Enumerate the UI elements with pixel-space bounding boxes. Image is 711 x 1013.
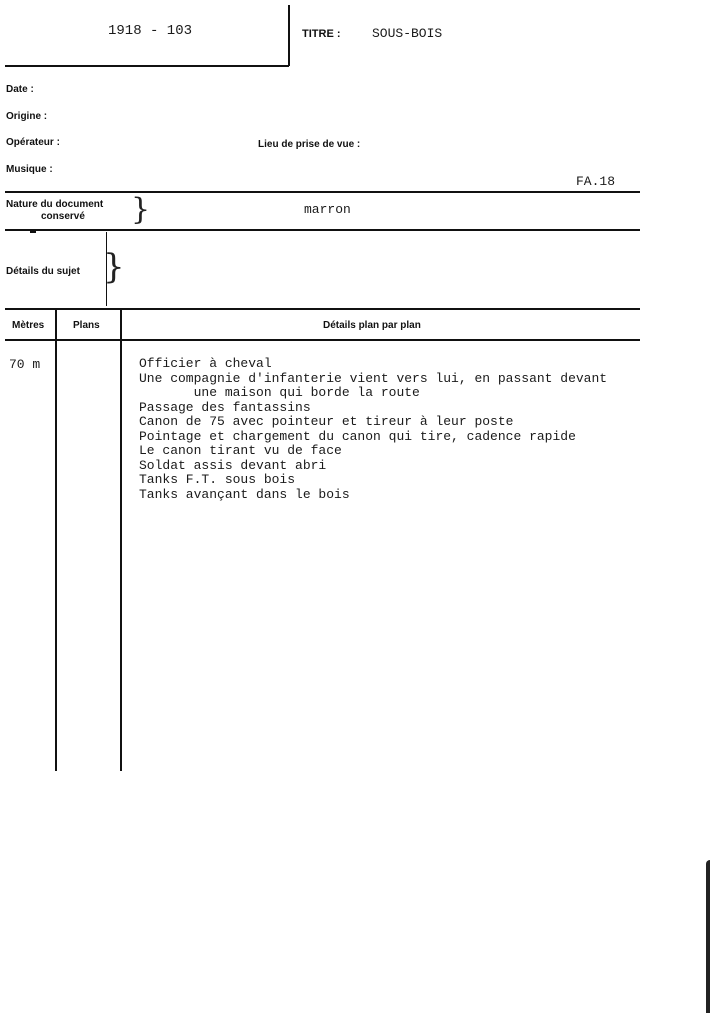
details-line: Soldat assis devant abri [139, 457, 327, 473]
plans-column-divider [120, 309, 122, 771]
origine-label: Origine : [6, 111, 48, 122]
details-header: Détails plan par plan [323, 320, 421, 331]
musique-label: Musique : [6, 164, 53, 175]
nature-label-line1: Nature du document [6, 199, 104, 210]
details-line: Tanks F.T. sous bois [139, 472, 296, 487]
details-line: Pointage et chargement du canon qui tire, cadence rapide [139, 428, 576, 444]
nature-brace: } [131, 192, 151, 227]
lieu-label: Lieu de prise de vue : [258, 139, 361, 150]
header-bottom-border [5, 65, 289, 67]
document-ref: 1918 - 103 [108, 23, 193, 39]
details-line: une maison qui borde la route [139, 385, 420, 400]
details-line: Une compagnie d'infanterie vient vers lui, en passant devant [139, 370, 608, 386]
sujet-rule-mark [30, 229, 36, 233]
date-label: Date : [6, 84, 34, 95]
details-line: Tanks avançant dans le bois [139, 486, 350, 502]
archive-code: FA.18 [576, 174, 616, 189]
details-line: Passage des fantassins [139, 399, 311, 415]
details-sujet-label: Détails du sujet [6, 266, 80, 277]
header-right-border [288, 5, 290, 66]
nature-label-line2: conservé [41, 211, 85, 222]
metres-header: Mètres [12, 320, 45, 331]
title-value: SOUS-BOIS [372, 26, 443, 41]
table-header-rule [5, 339, 640, 341]
details-line: Canon de 75 avec pointeur et tireur à leur poste [139, 414, 514, 429]
metres-column-divider [55, 309, 57, 771]
details-plan-list [139, 357, 607, 502]
page-edge [706, 860, 710, 1013]
operateur-label: Opérateur : [6, 137, 60, 148]
sujet-brace: } [103, 247, 125, 287]
table-top-rule [5, 308, 640, 310]
nature-top-rule [5, 191, 640, 193]
metres-value: 70 m [9, 357, 41, 372]
details-line: Officier à cheval [139, 356, 272, 371]
nature-value: marron [304, 202, 351, 217]
plans-header: Plans [73, 320, 100, 331]
sujet-top-rule [5, 229, 640, 231]
title-label: TITRE : [302, 28, 341, 40]
details-line: Le canon tirant vu de face [139, 443, 342, 458]
